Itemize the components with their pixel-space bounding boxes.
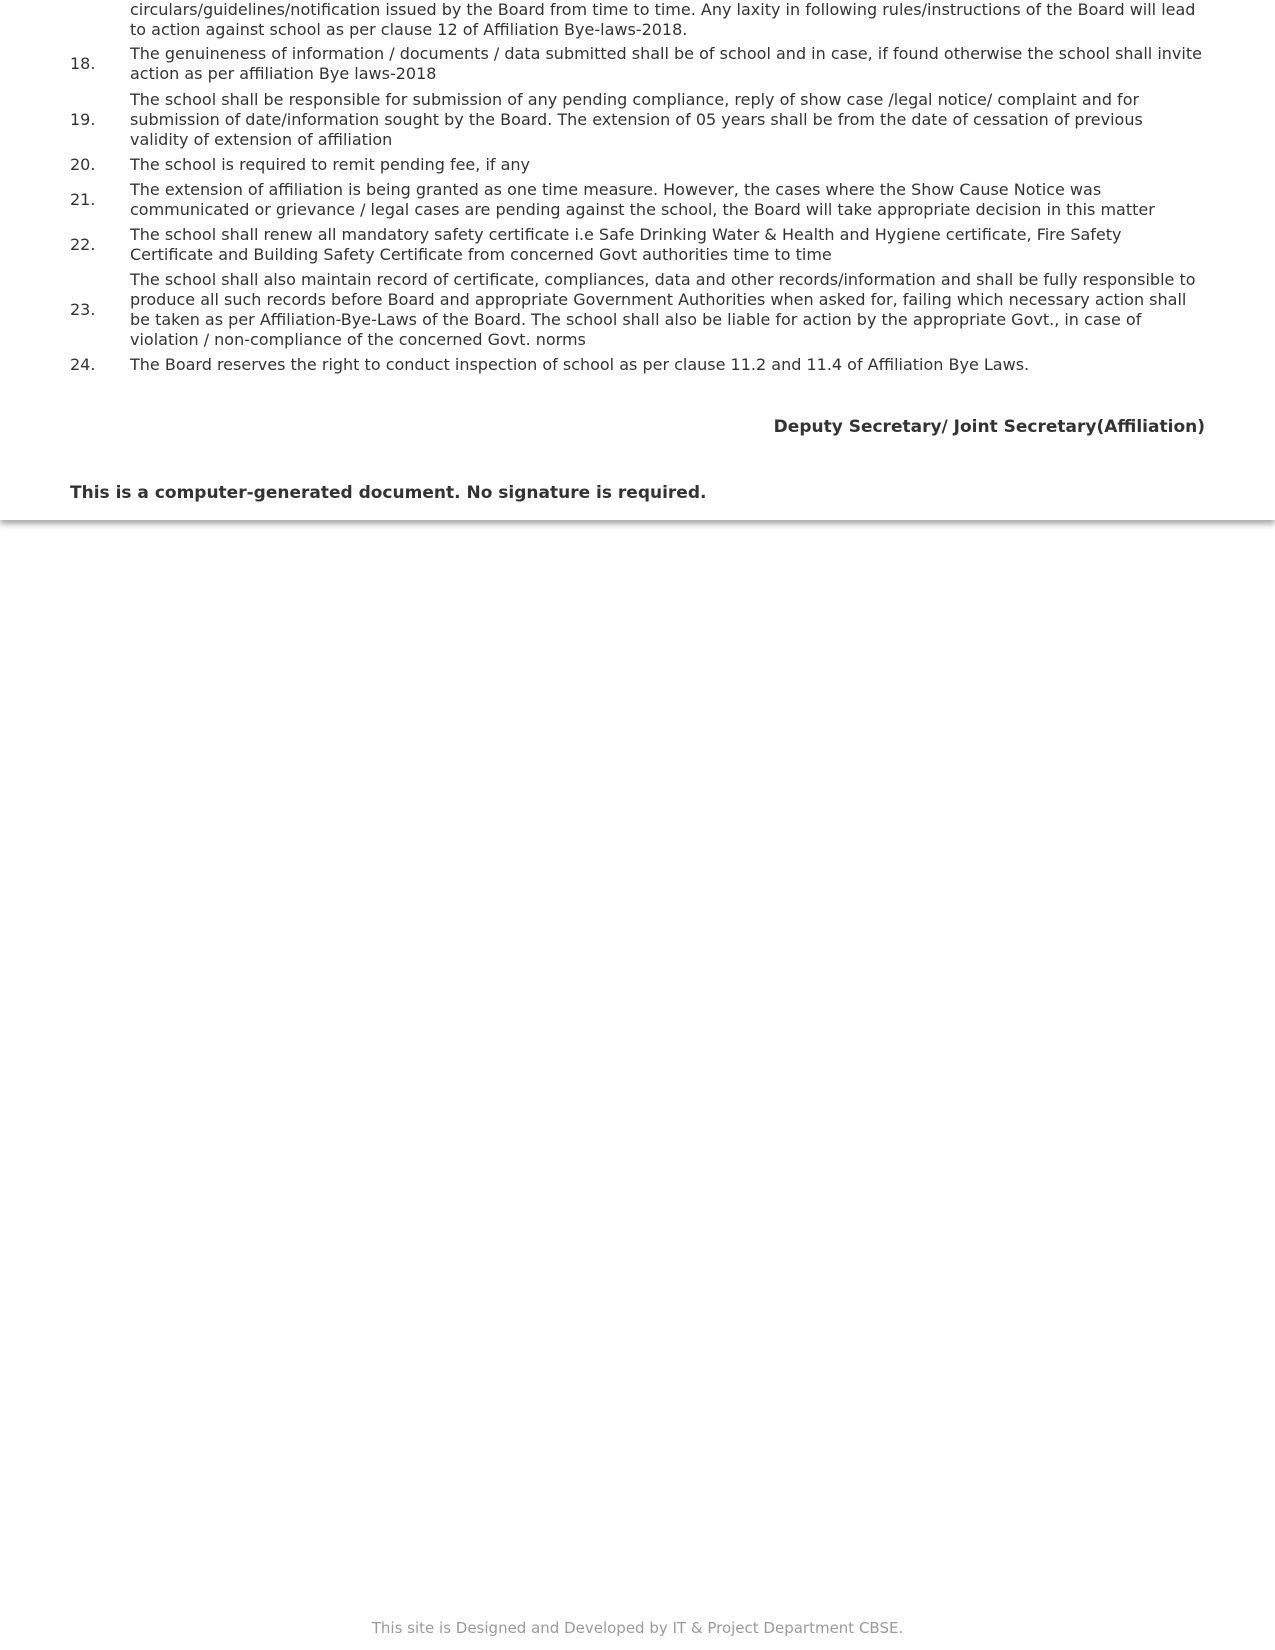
- computer-generated-disclaimer: This is a computer-generated document. No signature is required.: [70, 483, 707, 503]
- signatory-title: Deputy Secretary/ Joint Secretary(Affiliation): [773, 417, 1205, 437]
- clause-item: [70, 155, 1205, 175]
- clause-text: The school is required to remit pending fee, if any: [130, 155, 531, 174]
- clause-text: The Board reserves the right to conduct inspection of school as per clause 11.2 and 11.4 of Affiliation Bye Laws.: [130, 355, 1030, 374]
- clause-number: 23.: [70, 300, 96, 319]
- clause-number: 22.: [70, 235, 96, 254]
- site-footer: This site is Designed and Developed by IT & Project Department CBSE.: [371, 1619, 904, 1637]
- clause-item: [70, 355, 1205, 375]
- clause-number: 21.: [70, 190, 96, 209]
- continued-clause-text: circulars/guidelines/notification issued by the Board from time to time. Any laxity in following rules/instructions of the Board will lead to action against school as per clause 12 of Affiliation Bye-laws-2018.: [130, 0, 1196, 39]
- clause-number: 24.: [70, 355, 96, 374]
- clause-text: The school shall also maintain record of certificate, compliances, data and other records/information and shall be fully responsible to produce all such records before Board and appropriate Government Authorities when asked for, failing which necessary action shall be taken as per Affiliation-Bye-Laws of the Board. The school shall also be liable for action by the appropriate Govt., in case of violation / non-compliance of the concerned Govt. norms: [130, 270, 1196, 349]
- clause-item: [70, 44, 1205, 84]
- clause-text: The extension of affiliation is being granted as one time measure. However, the cases where the Show Cause Notice was communicated or grievance / legal cases are pending against the school, the Board will take appropriate decision in this matter: [130, 180, 1155, 219]
- clause-text: The genuineness of information / documents / data submitted shall be of school and in case, if found otherwise the school shall invite action as per affiliation Bye laws-2018: [130, 44, 1202, 83]
- clause-text: The school shall renew all mandatory safety certificate i.e Safe Drinking Water & Health and Hygiene certificate, Fire Safety Certificate and Building Safety Certificate from concerned Govt authorities time to time: [130, 225, 1122, 264]
- clause-number: 20.: [70, 155, 96, 174]
- clause-item: [70, 270, 1205, 350]
- document-card: [0, 0, 1275, 520]
- clause-number: 19.: [70, 110, 96, 129]
- clause-text: The school shall be responsible for submission of any pending compliance, reply of show case /legal notice/ complaint and for submission of date/information sought by the Board. The extension of 05 years shall be from the date of cessation of previous validity of extension of affiliation: [130, 90, 1143, 149]
- clause-item: [70, 225, 1205, 265]
- clause-item: [70, 180, 1205, 220]
- clause-number: 18.: [70, 54, 96, 73]
- clause-item: [70, 90, 1205, 150]
